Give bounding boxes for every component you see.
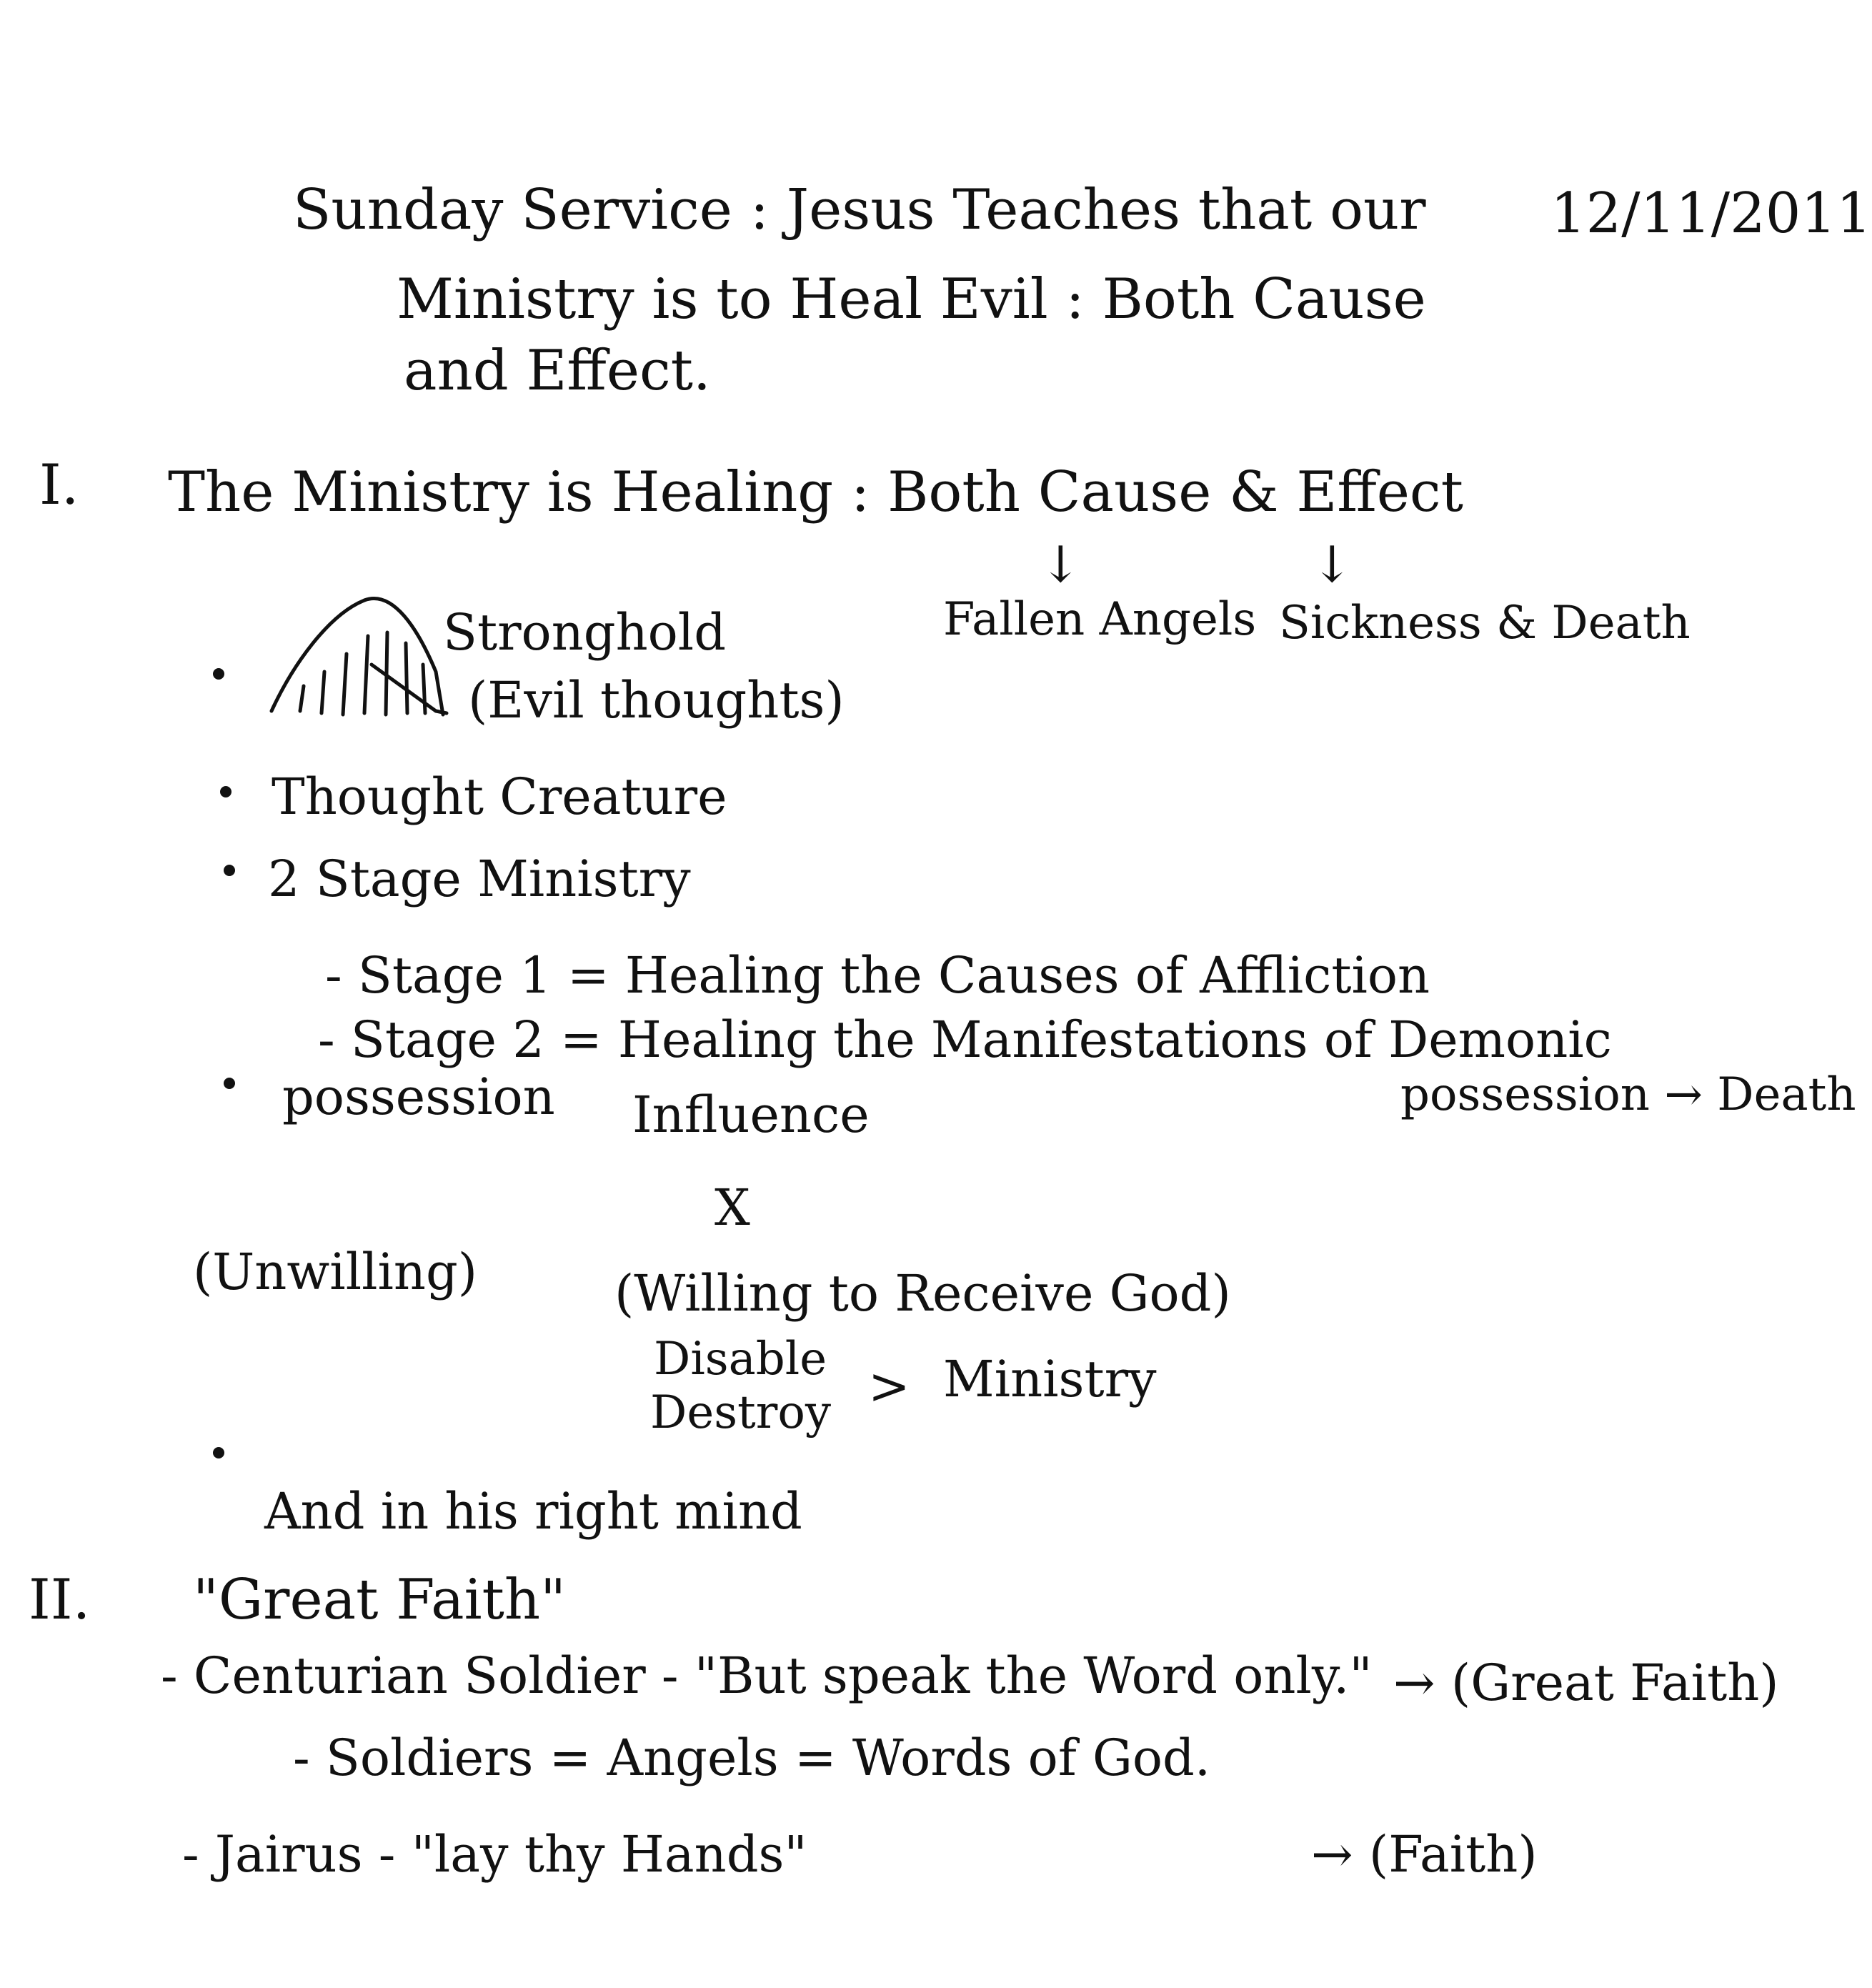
jairus-result: → (Faith) bbox=[1311, 1825, 1538, 1884]
ministry-text: Ministry bbox=[943, 1350, 1157, 1408]
section-1-numeral: I. bbox=[39, 453, 79, 517]
centurion-result: → (Great Faith) bbox=[1393, 1654, 1779, 1712]
stronghold-sketch-icon bbox=[264, 586, 450, 729]
stronghold-subtitle: (Evil thoughts) bbox=[468, 671, 845, 730]
stronghold-label: Stronghold bbox=[443, 603, 727, 662]
section-2-heading: "Great Faith" bbox=[193, 1568, 567, 1632]
title-date: 12/11/2011 bbox=[1550, 182, 1872, 246]
stage-1-text: - Stage 1 = Healing the Causes of Affliction bbox=[325, 946, 1430, 1005]
two-stage-text: 2 Stage Ministry bbox=[268, 850, 691, 908]
unwilling-text: (Unwilling) bbox=[193, 1243, 478, 1301]
cause-label: Fallen Angels bbox=[943, 593, 1257, 646]
effect-label: Sickness & Death bbox=[1279, 597, 1691, 650]
jairus-text: - Jairus - "lay thy Hands" bbox=[182, 1825, 807, 1884]
disable-text: Disable bbox=[654, 1333, 827, 1386]
section-2-numeral: II. bbox=[29, 1568, 91, 1632]
section-1-heading: The Ministry is Healing : Both Cause & Effect bbox=[168, 460, 1463, 525]
effect-arrow: ↓ bbox=[1311, 535, 1353, 594]
title-line-2: Ministry is to Heal Evil : Both Cause bbox=[397, 267, 1426, 332]
cause-arrow: ↓ bbox=[1040, 535, 1082, 594]
centurion-text: - Centurian Soldier - "But speak the Word only." bbox=[161, 1646, 1373, 1705]
stage-2-text: - Stage 2 = Healing the Manifestations of Demonic bbox=[318, 1010, 1612, 1069]
destroy-text: Destroy bbox=[650, 1386, 832, 1439]
title-line-3: and Effect. bbox=[404, 339, 711, 403]
willing-text: (Willing to Receive God) bbox=[614, 1264, 1231, 1323]
bullet-stronghold bbox=[213, 668, 224, 680]
influence-text: Influence bbox=[632, 1085, 870, 1144]
possession-text: possession bbox=[282, 1068, 555, 1126]
x-mark: X bbox=[715, 1178, 750, 1237]
bullet-thought-creature bbox=[220, 786, 231, 797]
stage-2-continuation: possession → Death bbox=[1400, 1068, 1856, 1121]
bullet-right-mind bbox=[213, 1447, 224, 1458]
soldiers-text: - Soldiers = Angels = Words of God. bbox=[293, 1729, 1211, 1787]
greater-than-symbol: > bbox=[868, 1357, 910, 1416]
right-mind-text: And in his right mind bbox=[264, 1482, 802, 1541]
thought-creature-text: Thought Creature bbox=[272, 767, 727, 826]
bullet-two-stage bbox=[224, 865, 235, 876]
title-line-1: Sunday Service : Jesus Teaches that our bbox=[293, 178, 1426, 242]
bullet-possession bbox=[224, 1078, 235, 1089]
